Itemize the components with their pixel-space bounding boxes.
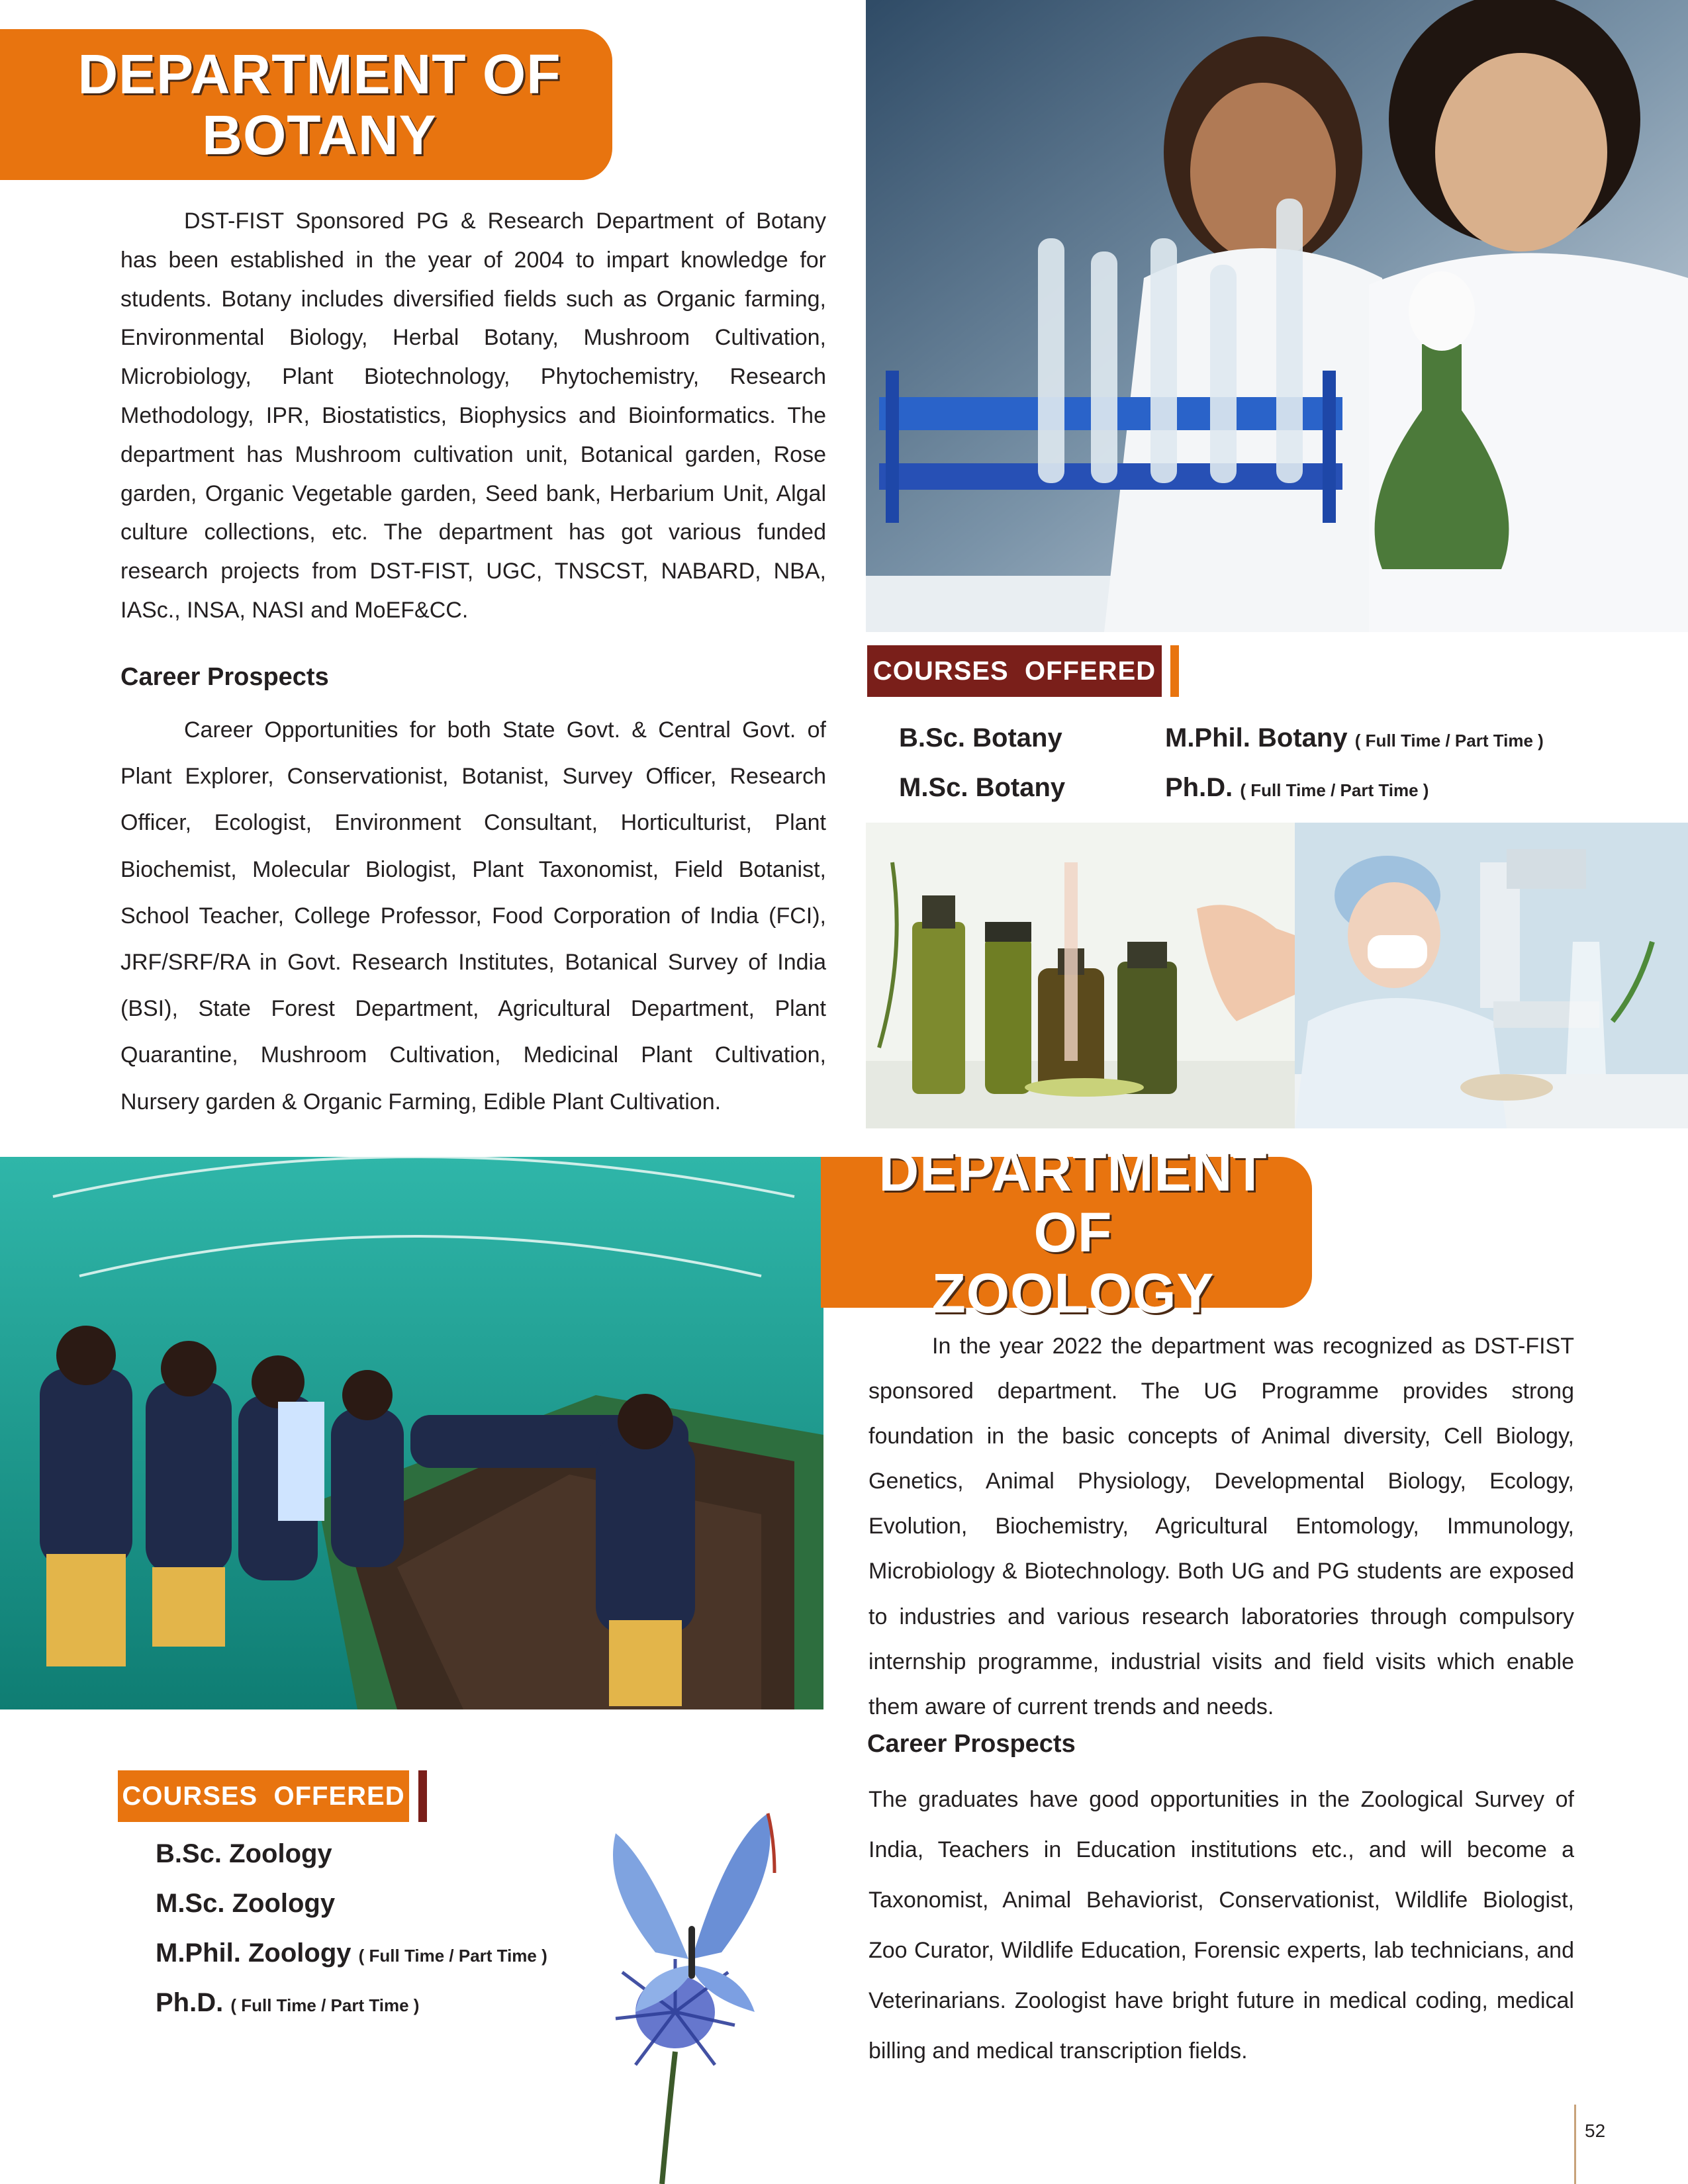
zoology-title-line2: ZOOLOGY [931, 1262, 1215, 1324]
zoology-intro-text: In the year 2022 the department was recognized as DST-FIST sponsored department. The UG Programme provides strong foundation in the basic concepts of Animal diversity, Cell Biology, Genetics, Animal Physiology, Developmental Biology, Ecology, Evolution, Biochemistry, Agricultural Entomology, Immunology, Microbiology & Biotechnology. Both UG and PG students are exposed to industries and various research laboratories through compulsory internship programme, industrial visits and field visits which enable them aware of current trends and needs. [868, 1334, 1574, 1719]
botany-course-bsc: B.Sc. Botany [899, 723, 1062, 752]
zoology-career-heading: Career Prospects [867, 1730, 1076, 1758]
zoology-course-mphil [156, 1938, 547, 1968]
greenhouse-students-photo [0, 1157, 823, 1709]
zoology-career-paragraph: The graduates have good opportunities in the Zoological Survey of India, Teachers in Education institutions etc., and will become a Taxonomist, Animal Behaviorist, Conservationist, Wildlife Biologist, Zoo Curator, Wildlife Education, Forensic experts, lab technicians, and Veterinarians. Zoologist have bright future in medical coding, medical billing and medical transcription fields. [868, 1787, 1574, 2064]
botany-title-line2: BOTANY [202, 104, 437, 166]
zoology-course-mphil-note: ( Full Time / Part Time ) [358, 1946, 547, 1966]
botany-career-paragraph: Career Opportunities for both State Govt. & Central Govt. of Plant Explorer, Conservationist, Botanist, Survey Officer, Research Officer, Ecologist, Environment Consultant, Horticulturist, Plant Biochemist, Molecular Biologist, Plant Taxonomist, Field Botanist, School Teacher, College Professor, Food Corporation of India (FCI), JRF/SRF/RA in Govt. Research Institutes, Botanical Survey of India (BSI), State Forest Department, Agricultural Department, Plant Quarantine, Mushroom Cultivation, Medicinal Plant Cultivation, Nursery garden & Organic Farming, Edible Plant Cultivation. [120, 717, 826, 1115]
zoology-course-mphil-label: M.Phil. Zoology [156, 1938, 352, 1968]
botany-courses-accent-bar [1170, 645, 1179, 697]
zoology-title-line1: DEPARTMENT OF [878, 1140, 1268, 1263]
botany-course-mphil-label: M.Phil. Botany [1165, 723, 1348, 752]
zoology-courses-offered-text: COURSES OFFERED [122, 1781, 405, 1811]
botany-course-phd-label: Ph.D. [1165, 773, 1233, 802]
microscope-researcher-photo [1295, 823, 1688, 1128]
zoology-course-phd [156, 1988, 419, 2018]
botany-career-heading: Career Prospects [120, 663, 329, 691]
zoology-course-phd-label: Ph.D. [156, 1988, 224, 2017]
zoology-courses-accent-bar [418, 1770, 427, 1822]
zoology-title [821, 1140, 1312, 1324]
page-number-divider [1574, 2105, 1576, 2184]
botany-course-mphil [1165, 723, 1544, 753]
zoology-course-msc: M.Sc. Zoology [156, 1889, 336, 1918]
botany-intro-text: DST-FIST Sponsored PG & Research Department of Botany has been established in the year of 2004 to impart knowledge for students. Botany includes diversified fields such as Organic farming, Environmental Biology, Herbal Botany, Mushroom Cultivation, Microbiology, Plant Biotechnology, Phytochemistry, Research Methodology, IPR, Biostatistics, Biophysics and Bioinformatics. The department has Mushroom cultivation unit, Botanical garden, Rose garden, Organic Vegetable garden, Seed bank, Herbarium Unit, Algal culture collections, etc. The department has got various funded research projects from DST-FIST, UGC, TNSCST, NABARD, NBA, IASc., INSA, NASI and MoEF&CC. [120, 208, 826, 623]
zoology-course-bsc: B.Sc. Zoology [156, 1839, 332, 1868]
butterfly-flower-illustration [576, 1800, 814, 2184]
botany-course-msc: M.Sc. Botany [899, 773, 1066, 802]
page-number: 52 [1585, 2120, 1606, 2141]
botany-courses-offered-label [867, 645, 1162, 697]
botany-career-text [120, 707, 826, 1125]
botany-course-phd-note: ( Full Time / Part Time ) [1240, 780, 1429, 800]
zoology-course-phd-note: ( Full Time / Part Time ) [230, 1995, 420, 2015]
botany-title [0, 29, 612, 180]
botany-course-mphil-note: ( Full Time / Part Time ) [1354, 731, 1544, 751]
herbal-bottles-photo [866, 823, 1295, 1128]
zoology-intro [868, 1324, 1574, 1729]
zoology-career-text [868, 1774, 1574, 2076]
botany-course-phd [1165, 773, 1429, 803]
zoology-courses-offered-label [118, 1770, 409, 1822]
lab-photo-researchers [866, 0, 1688, 632]
botany-courses-offered-text: COURSES OFFERED [872, 656, 1156, 686]
botany-intro [120, 202, 826, 630]
botany-title-line1: DEPARTMENT OF [77, 43, 561, 105]
